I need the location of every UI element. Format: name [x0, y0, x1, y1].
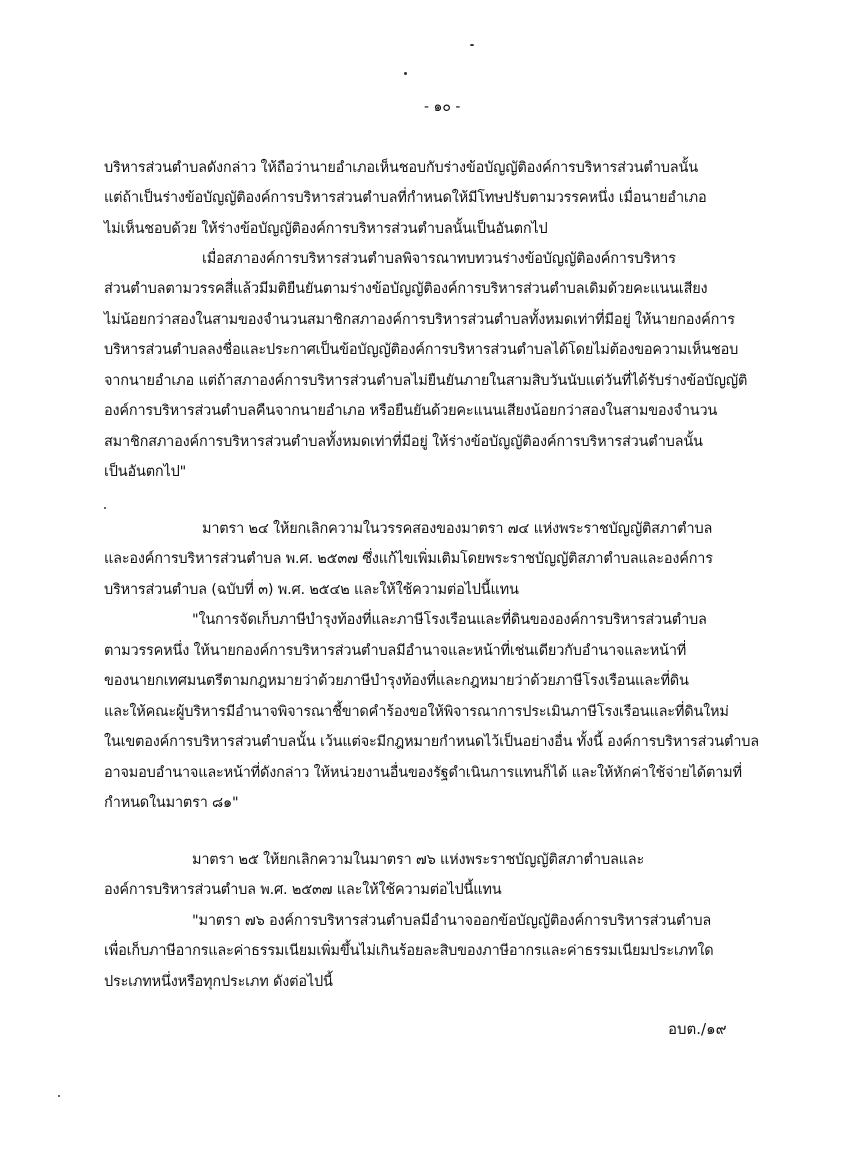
text-line: และให้คณะผู้บริหารมีอำนาจพิจารณาชี้ขาดคำร้องขอให้พิจารณาการประเมินภาษีโรงเรือนและที่ดินใหม่ — [104, 704, 729, 720]
text-line: "ในการจัดเก็บภาษีบำรุงท้องที่และภาษีโรงเรือนและที่ดินขององค์การบริหารส่วนตำบล — [192, 612, 707, 628]
text-line: จากนายอำเภอ แต่ถ้าสภาองค์การบริหารส่วนตำบลไม่ยืนยันภายในสามสิบวันนับแต่วันที่ได้รับร่างข้อบัญญัติ — [104, 373, 748, 389]
text-line: เป็นอันตกไป" — [104, 464, 187, 480]
text-line: ส่วนตำบลตามวรรคสี่แล้วมีมติยืนยันตามร่างข้อบัญญัติองค์การบริหารส่วนตำบลเดิมด้วยคะแนนเสียง — [104, 281, 708, 297]
text-line: และองค์การบริหารส่วนตำบล พ.ศ. ๒๕๓๗ ซึ่งแก้ไขเพิ่มเติมโดยพระราชบัญญัติสภาตำบลและองค์การ — [104, 551, 713, 567]
text-line: ไม่น้อยกว่าสองในสามของจำนวนสมาชิกสภาองค์การบริหารส่วนตำบลทั้งหมดเท่าที่มีอยู่ ให้นายกองค์การ — [104, 312, 735, 328]
text-line: "มาตรา ๗๖ องค์การบริหารส่วนตำบลมีอำนาจออกข้อบัญญัติองค์การบริหารส่วนตำบล — [192, 913, 712, 929]
page-number: - ๑๐ - — [424, 99, 461, 115]
text-line: เมื่อสภาองค์การบริหารส่วนตำบลพิจารณาทบทวนร่างข้อบัญญัติองค์การบริหาร — [202, 251, 676, 267]
text-line: สมาชิกสภาองค์การบริหารส่วนตำบลทั้งหมดเท่าที่มีอยู่ ให้ร่างข้อบัญญัติองค์การบริหารส่วนตำบลนั้น — [104, 434, 703, 450]
scan-speck — [470, 44, 474, 46]
text-line: ประเภทหนึ่งหรือทุกประเภท ดังต่อไปนี้ — [104, 974, 333, 990]
text-line: บริหารส่วนตำบลดังกล่าว ให้ถือว่านายอำเภอเห็นชอบกับร่างข้อบัญญัติองค์การบริหารส่วนตำบลนั้น — [104, 160, 698, 176]
text-line: กำหนดในมาตรา ๘๑" — [104, 795, 239, 811]
scan-speck — [104, 507, 106, 509]
text-line: บริหารส่วนตำบลลงชื่อและประกาศเป็นข้อบัญญัติองค์การบริหารส่วนตำบลได้โดยไม่ต้องขอความเห็นชอบ — [104, 342, 739, 358]
text-line: องค์การบริหารส่วนตำบลคืนจากนายอำเภอ หรือยืนยันด้วยคะแนนเสียงน้อยกว่าสองในสามของจำนวน — [104, 403, 718, 419]
text-line: ตามวรรคหนึ่ง ให้นายกองค์การบริหารส่วนตำบลมีอำนาจและหน้าที่เช่นเดียวกับอำนาจและหน้าที่ — [104, 643, 687, 659]
continuation-reference: อบต./๑๙ — [668, 1020, 727, 1038]
text-line: ไม่เห็นชอบด้วย ให้ร่างข้อบัญญัติองค์การบริหารส่วนตำบลนั้นเป็นอันตกไป — [104, 221, 548, 237]
scan-speck — [58, 1095, 60, 1097]
text-line: ในเขตองค์การบริหารส่วนตำบลนั้น เว้นแต่จะมีกฎหมายกำหนดไว้เป็นอย่างอื่น ทั้งนี้ องค์การบริหารส่วนตำบล — [104, 734, 759, 750]
text-line: เพื่อเก็บภาษีอากรและค่าธรรมเนียมเพิ่มขึ้นไม่เกินร้อยละสิบของภาษีอากรและค่าธรรมเนียมประเภทใด — [104, 943, 714, 959]
text-line: ของนายกเทศมนตรีตามกฎหมายว่าด้วยภาษีบำรุงท้องที่และกฎหมายว่าด้วยภาษีโรงเรือนและที่ดิน — [104, 673, 689, 689]
scan-speck — [404, 72, 407, 75]
text-line: มาตรา ๒๕ ให้ยกเลิกความในมาตรา ๗๖ แห่งพระราชบัญญัติสภาตำบลและ — [192, 852, 645, 868]
text-line: มาตรา ๒๔ ให้ยกเลิกความในวรรคสองของมาตรา ๗๔ แห่งพระราชบัญญัติสภาตำบล — [202, 521, 713, 537]
text-line: แต่ถ้าเป็นร่างข้อบัญญัติองค์การบริหารส่วนตำบลที่กำหนดให้มีโทษปรับตามวรรคหนึ่ง เมื่อนายอำเภอ — [104, 190, 707, 206]
text-line: องค์การบริหารส่วนตำบล พ.ศ. ๒๕๓๗ และให้ใช้ความต่อไปนี้แทน — [104, 882, 502, 898]
text-line: อาจมอบอำนาจและหน้าที่ดังกล่าว ให้หน่วยงานอื่นของรัฐดำเนินการแทนก็ได้ และให้หักค่าใช้จ่ายได้ตามที่ — [104, 765, 742, 781]
text-line: บริหารส่วนตำบล (ฉบับที่ ๓) พ.ศ. ๒๕๔๒ และให้ใช้ความต่อไปนี้แทน — [104, 582, 519, 598]
